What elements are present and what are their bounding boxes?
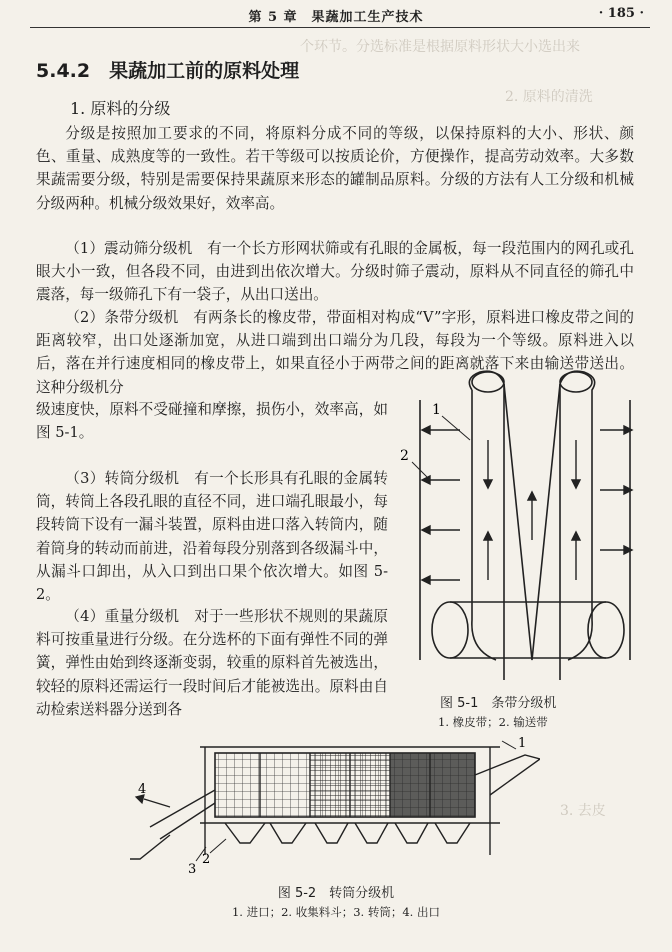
running-header [0, 0, 672, 30]
paragraph-weight-grader: （4）重量分级机 对于一些形状不规则的果蔬原料可按重量进行分级。在分选杯的下面有弹性不同的弹簧，弹性由始到终逐渐变弱，较重的原料首先被选出，较轻的原料还需运行一段时间后才能被选出。原料由自动检索送料器分送到各 [36, 608, 388, 718]
header-rule [30, 27, 650, 28]
figure2-legend: 1. 进口；2. 收集料斗；3. 转筒；4. 出口 [231, 905, 440, 919]
fig1-label-2: 2 [400, 448, 409, 464]
ghost-text-1: 个环节。分选标准是根据原料形状大小选出来 [300, 39, 580, 55]
fig2-label-4: 4 [138, 782, 147, 797]
figure2-caption: 图 5-2 转筒分级机 [277, 886, 395, 901]
paragraph-belt-grader-a: （2）条带分级机 有两条长的橡皮带，带面相对构成“V”字形，原料进口橡皮带之间的距离较窄，出口处逐渐加宽，从进口端到出口端分为几段，每段为一个等级。原料进入以后，落在并行速度相同的橡皮带上，如果直径小于两带之间的距离就落下来由输送带送出。这种分级机分 [36, 309, 634, 396]
ghost-text-2: 2. 原料的清洗 [505, 89, 593, 105]
section-title: 5.4.2 果蔬加工前的原料处理 [36, 60, 300, 82]
paragraph-grading-intro: 分级是按照加工要求的不同，将原料分成不同的等级，以保持原料的大小、形状、颜色、重量、成熟度等的一致性。若干等级可以按质论价，方便操作，提高劳动效率。大多数果蔬需要分级，特别是需要保持果蔬原来形态的罐制品原料。分级的方法有人工分级和机械分级两种。机械分级效果好，效率高。 [36, 125, 634, 212]
figure-belt-grader [400, 360, 636, 690]
ghost-text-3: 3. 去皮 [560, 803, 606, 819]
chapter-header: 第 5 章 果蔬加工生产技术 [248, 10, 424, 25]
figure1-caption: 图 5-1 条带分级机 [440, 696, 557, 711]
paragraph-vibrating-screen: （1）震动筛分级机 有一个长方形网状筛或有孔眼的金属板，每一段范围内的网孔或孔眼大小一致，但各段不同，由进到出依次增大。分级时筛子震动，原料从不同直径的筛孔中震落，每一级筛孔下有一袋子，从出口送出。 [36, 240, 634, 304]
fig1-label-1: 1 [432, 402, 441, 418]
paragraph-drum-grader: （3）转筒分级机 有一个长形具有孔眼的金属转筒，转筒上各段孔眼的直径不同，进口端孔眼最小，每段转筒下设有一漏斗装置，原料由进口落入转筒内，随着筒身的转动而前进，沿着每段分别落到各级漏斗中，从漏斗口卸出，从入口到出口果个依次增大。如图 5-2。 [36, 470, 388, 604]
subsection-title: 1. 原料的分级 [70, 99, 171, 118]
fig2-label-2: 2 [202, 852, 211, 867]
figure-drum-grader [130, 735, 540, 875]
figure1-legend: 1. 橡皮带；2. 输送带 [438, 715, 548, 729]
paragraph-belt-grader-b: 级速度快，原料不受碰撞和摩擦，损伤小，效率高，如图 5-1。 [36, 401, 388, 442]
page-number: · 185 · [598, 6, 644, 21]
fig2-label-3: 3 [188, 862, 197, 875]
fig2-label-1: 1 [518, 736, 527, 751]
